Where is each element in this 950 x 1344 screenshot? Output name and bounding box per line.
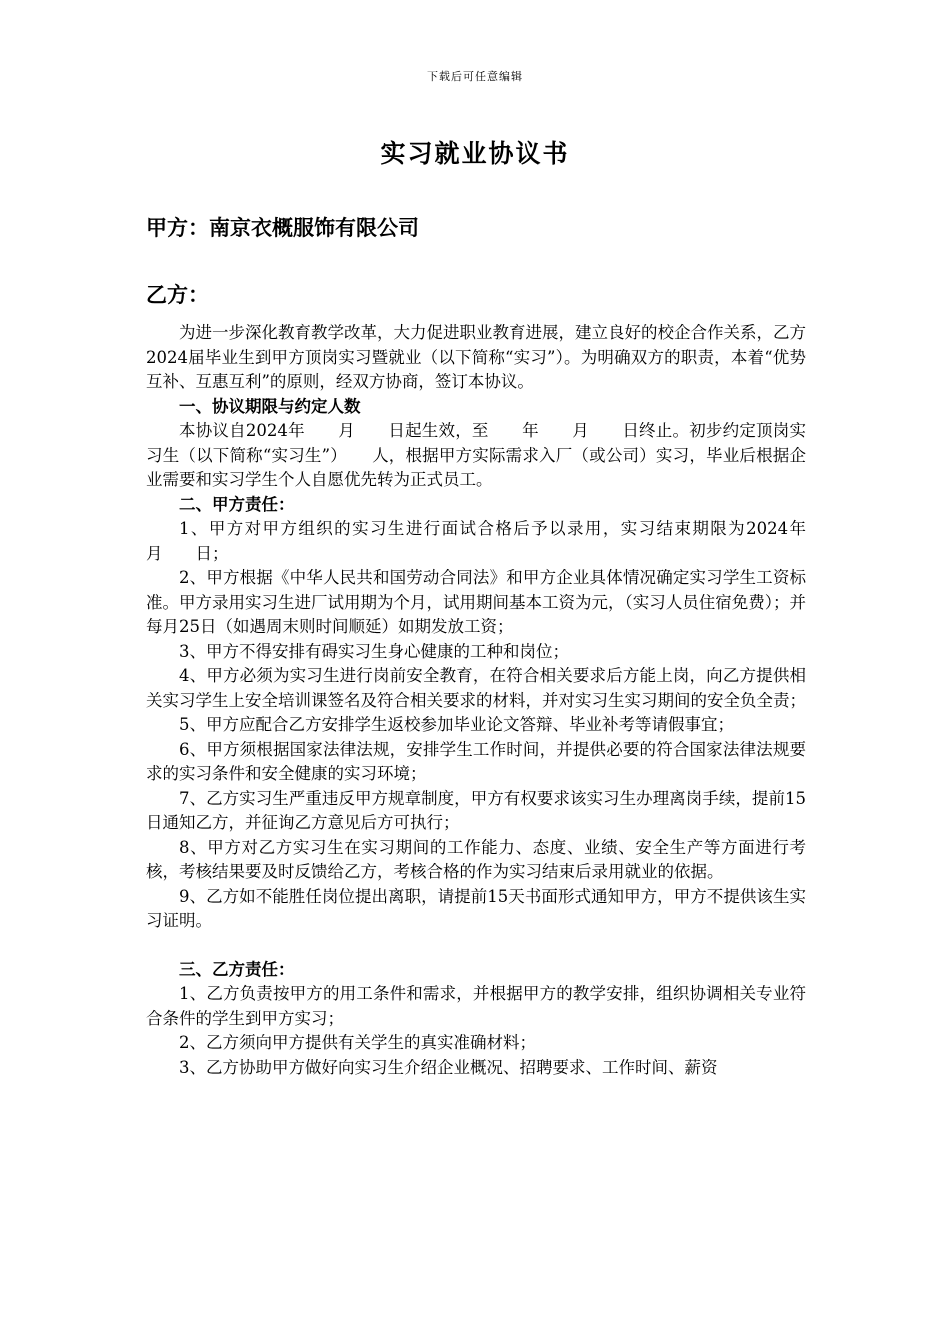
header-note: 下载后可任意编辑 — [427, 70, 523, 83]
section-3-item: 2、乙方须向甲方提供有关学生的真实准确材料； — [179, 1033, 536, 1052]
party-a: 甲方：南京衣概服饰有限公司 — [146, 216, 419, 240]
section-2-heading: 二、甲方责任： — [179, 494, 295, 514]
section-2-item: 3、甲方不得安排有碍实习生身心健康的工种和岗位； — [179, 641, 569, 661]
section-2-item: 2、甲方根据《中华人民共和国劳动合同法》和甲方企业具体情况确定实习学生工资标准。甲方录用实习生进厂试用期为个月，试用期间基本工资为元，（实习人员住宿免费）；并每月25日（如遇周末则时间顺延）如期发放工资； — [146, 568, 806, 636]
section-2-item: 1、甲方对甲方组织的实习生进行面试合格后予以录用，实习结束期限为2024年 月 日； — [146, 519, 839, 563]
section-1-heading: 一、协议期限与约定人数 — [179, 396, 361, 416]
section-2-item: 9、乙方如不能胜任岗位提出离职，请提前15天书面形式通知甲方，甲方不提供该生实习证明。 — [146, 886, 806, 930]
section-2-item: 6、甲方须根据国家法律法规，安排学生工作时间，并提供必要的符合国家法律法规要求的实习条件和安全健康的实习环境； — [146, 739, 806, 783]
section-2-item: 4、甲方必须为实习生进行岗前安全教育，在符合相关要求后方能上岗，向乙方提供相关实习学生上安全培训课签名及符合相关要求的材料，并对实习生实习期间的安全负全责； — [146, 666, 806, 710]
section-1-text: 本协议自2024年 月 日起生效，至 年 月 日终止。初步约定顶岗实习生（以下简称“实习生”） 人，根据甲方实际需求入厂（或公司）实习，毕业后根据企业需要和实习学生个人自愿优先转为正式员工。 — [146, 421, 806, 489]
section-2-item: 5、甲方应配合乙方安排学生返校参加毕业论文答辩、毕业补考等请假事宜； — [179, 715, 734, 734]
party-b: 乙方： — [146, 283, 209, 307]
section-3-heading: 三、乙方责任： — [179, 959, 295, 979]
section-3-item: 3、乙方协助甲方做好向实习生介绍企业概况、招聘要求、工作时间、薪资 — [179, 1057, 718, 1077]
section-3-item: 1、乙方负责按甲方的用工条件和需求，并根据甲方的教学安排，组织协调相关专业符合条件的学生到甲方实习； — [146, 984, 806, 1028]
intro-paragraph: 为进一步深化教育教学改革，大力促进职业教育进展，建立良好的校企合作关系，乙方2024届毕业生到甲方顶岗实习暨就业（以下简称“实习”）。为明确双方的职责，本着“优势互补、互惠互利”的原则，经双方协商，签订本协议。 — [146, 323, 806, 391]
section-2-item: 7、乙方实习生严重违反甲方规章制度，甲方有权要求该实习生办理离岗手续，提前15日通知乙方，并征询乙方意见后方可执行； — [146, 788, 806, 832]
section-2-item: 8、甲方对乙方实习生在实习期间的工作能力、态度、业绩、安全生产等方面进行考核，考核结果要及时反馈给乙方，考核合格的作为实习结束后录用就业的依据。 — [146, 837, 806, 881]
paragraph-spacer — [146, 934, 806, 958]
agreement-body — [146, 321, 839, 1080]
document-title: 实习就业协议书 — [380, 139, 570, 168]
